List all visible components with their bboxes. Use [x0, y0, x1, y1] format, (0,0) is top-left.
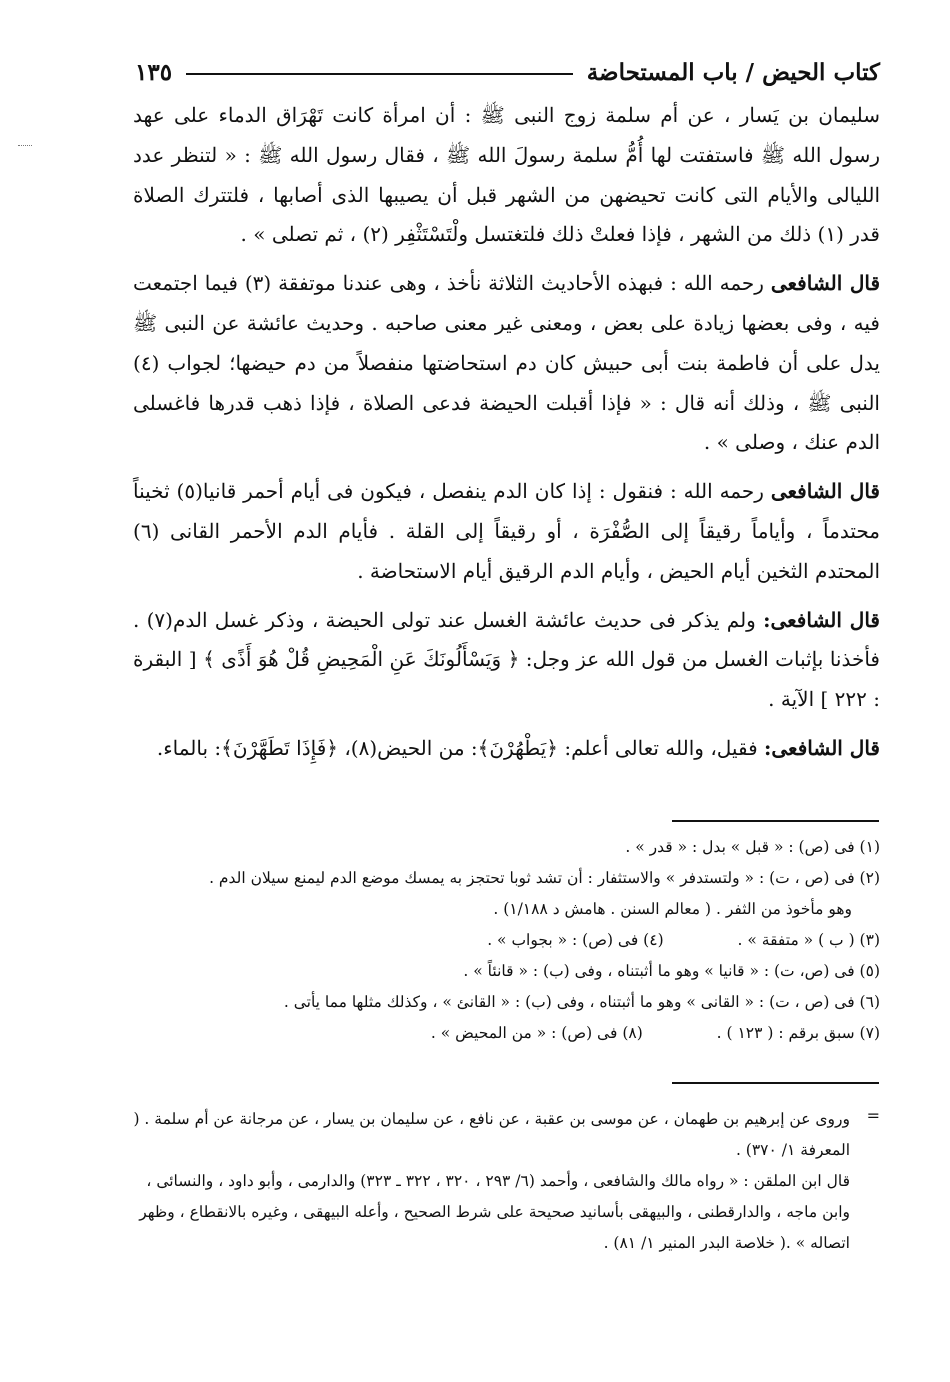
paragraph-text: ولم يذكر فى حديث عائشة الغسل عند تولى الحيضة ، وذكر غسل الدم(٧) . فأخذنا بإثبات الغسل من قول الله عز وجل: ﴿ وَيَسْأَلُونَكَ عَنِ الْمَحِيضِ قُلْ هُوَ أَذًى ﴾ [ البقرة : ٢٢٢ ] الآية .	[133, 607, 880, 712]
paragraph-lead: قال الشافعى	[770, 271, 880, 296]
paragraph-text: سليمان بن يَسار ، عن أم سلمة زوج النبى ﷺ : أن امرأة كانت تَهْرَاق الدماء على عهد رسول الله ﷺ فاستفتت لها أُمُّ سلمة رسولَ الله ﷺ ، فقال رسول الله ﷺ : « لتنظر عدد الليالى والأيام التى كانت تحيضهن من الشهر قبل أن يصيبها الذى أصابها ، فلتترك الصلاة قدر (١) ذلك من الشهر ، فإذا فعلتْ ذلك فلتغتسل ولْتَسْتَثْفِر (٢) ، ثم تصلى » .	[133, 103, 880, 247]
footnote: (١) فى (ص) : « قبل » بدل : « قدر » .	[625, 838, 880, 856]
continuation-marker: =	[866, 1106, 880, 1125]
paragraph	[133, 96, 880, 255]
page-number: ١٣٥	[135, 58, 173, 86]
paragraph-lead: قال الشافعى:	[763, 607, 880, 632]
chapter-title: كتاب الحيض / باب المستحاضة	[586, 58, 880, 86]
footnote: (٦) فى (ص ، ت) : « القانى » وهو ما أثبتناه ، وفى (ب) : « القانئ » ، وكذلك مثلها مما يأتى .	[283, 993, 880, 1011]
continued-paragraph: قال ابن الملقن : « رواه مالك والشافعى ، وأحمد (٦/ ٢٩٣ ، ٣٢٠ ، ٣٢٢ ـ ٣٢٣) والدارمى ، وأبو داود ، والنسائى ، وابن ماجه ، والدارقطنى ، والبيهقى بأسانيد صحيحة على شرط الصحيح ، وأعله البيهقى ، وغيره بالانقطاع ، وظهر اتصاله » .( خلاصة البدر المنير ١/ ٨١) .	[139, 1172, 850, 1252]
paragraph	[133, 601, 880, 720]
continued-paragraph: وروى عن إبرهيم بن طهمان ، عن موسى بن عقبة ، عن نافع ، عن سليمان بن يسار ، عن مرجانة عن أم سلمة . ( المعرفة ١/ ٣٧٠) .	[133, 1110, 850, 1159]
footnote-separator	[672, 820, 879, 822]
continuation-separator	[672, 1082, 879, 1084]
paragraph	[133, 264, 880, 463]
continued-footnote	[133, 1104, 850, 1259]
footnote: (٥) فى (ص، ت) : « قانيا » وهو ما أثبتناه ، وفى (ب) : « قانئاً » .	[463, 962, 880, 980]
paragraph	[133, 472, 880, 591]
paragraph-lead: قال الشافعى:	[764, 735, 880, 760]
paragraph-text: رحمه الله : فبهذه الأحاديث الثلاثة نأخذ ، وهى عندنا موتفقة (٣) فيما اجتمعت فيه ، وفى بعضها زيادة على بعض ، ومعنى غير معنى صاحبه . وحديث عائشة عن النبى ﷺ يدل على أن فاطمة بنت أبى حبيش كان دم استحاضتها منفصلاً من دم حيضها؛ لجواب (٤) النبى ﷺ ، وذلك أنه قال : « فإذا أقبلت الحيضة فدعى الصلاة ، فإذا ذهب قدرها فاغسلى الدم عنك ، وصلى » .	[133, 271, 880, 455]
running-header	[135, 54, 880, 90]
paragraph-lead: قال الشافعى	[770, 479, 880, 504]
footnote: (٢) فى (ص ، ت) : « ولتستدفر » والاستثفار : أن تشد ثوبا تحتجز به يمسك موضع الدم ليمنع سيلان الدم .	[209, 869, 880, 887]
paragraph-text: رحمه الله : فنقول : إذا كان الدم ينفصل ، فيكون فى أيام أحمر قانيا(٥) ثخيناً محتدماً ، وأياماً رقيقاً إلى الصُّفْرَة ، أو رقيقاً إلى القلة . فأيام الدم الأحمر القانى (٦) المحتدم الثخين أيام الحيض ، وأيام الدم الرقيق أيام الاستحاضة .	[133, 479, 880, 583]
main-text	[133, 96, 880, 778]
paragraph	[133, 729, 880, 769]
paragraph-text: فقيل، والله تعالى أعلم: ﴿يَطْهُرْنَ﴾: من الحيض(٨)، ﴿فَإِذَا تَطَهَّرْنَ﴾: بالماء.	[156, 735, 764, 760]
footnotes	[133, 832, 880, 1049]
footnote: وهو مأخوذ من الثفر . ( معالم السنن . هامش د ١/١٨٨) .	[493, 900, 852, 918]
footnote: (٧) سبق برقم : ( ١٢٣ ) . (٨) فى (ص) : « من المحيض » .	[430, 1024, 880, 1042]
scan-speck	[18, 145, 32, 150]
footnote: (٣) ( ب ) « متفقة » . (٤) فى (ص) : « بجواب » .	[487, 931, 880, 949]
header-rule	[186, 73, 573, 75]
